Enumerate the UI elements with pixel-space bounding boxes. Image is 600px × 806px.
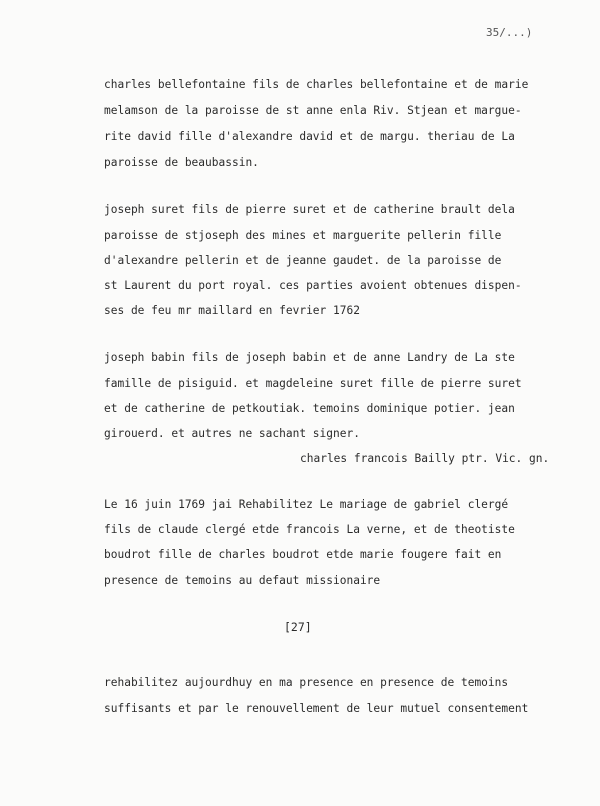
entry-1-line-1: charles bellefontaine fils de charles bellefontaine et de marie [104,78,529,91]
entry-4-line-4: presence de temoins au defaut missionaire [104,574,381,587]
entry-5-line-1: rehabilitez aujourdhuy en ma presence en presence de temoins [104,676,509,689]
entry-1-line-4: paroisse de beaubassin. [104,156,259,169]
entry-3-line-1: joseph babin fils de joseph babin et de anne Landry de La ste [104,351,515,364]
entry-3-line-4: girouerd. et autres ne sachant signer. [104,427,360,440]
entry-2-line-3: d'alexandre pellerin et de jeanne gaudet. de la paroisse de [104,254,502,267]
entry-5-line-2: suffisants et par le renouvellement de leur mutuel consentement [104,702,529,715]
page-number: 35/...) [486,26,533,39]
folio-marker: [27] [284,620,312,634]
entry-1-line-2: melamson de la paroisse de st anne enla Riv. Stjean et margue- [104,104,522,117]
entry-2-line-4: st Laurent du port royal. ces parties avoient obtenues dispen- [104,279,522,292]
signature: charles francois Bailly ptr. Vic. gn. [300,452,550,465]
entry-1-line-3: rite david fille d'alexandre david et de margu. theriau de La [104,130,515,143]
entry-2-line-1: joseph suret fils de pierre suret et de catherine brault dela [104,203,515,216]
entry-4-line-1: Le 16 juin 1769 jai Rehabilitez Le mariage de gabriel clergé [104,498,509,511]
entry-3-line-2: famille de pisiguid. et magdeleine suret fille de pierre suret [104,377,522,390]
entry-2-line-2: paroisse de stjoseph des mines et marguerite pellerin fille [104,229,502,242]
entry-4-line-2: fils de claude clergé etde francois La verne, et de theotiste [104,523,515,536]
entry-2-line-5: ses de feu mr maillard en fevrier 1762 [104,304,360,317]
entry-3-line-3: et de catherine de petkoutiak. temoins dominique potier. jean [104,402,515,415]
entry-4-line-3: boudrot fille de charles boudrot etde marie fougere fait en [104,548,502,561]
